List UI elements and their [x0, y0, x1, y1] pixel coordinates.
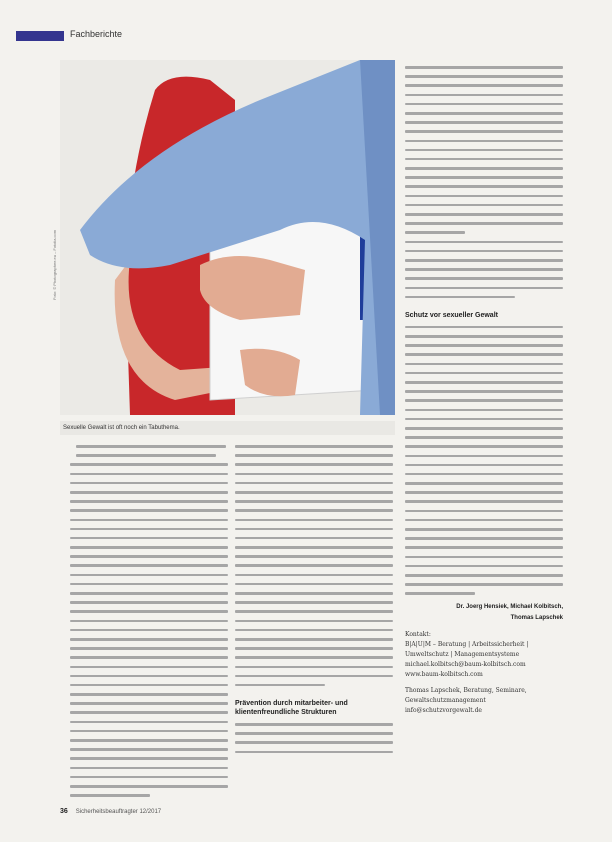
text-line: [235, 601, 393, 604]
text-line: [405, 130, 563, 133]
text-line: [235, 463, 393, 466]
text-line: [405, 464, 563, 467]
contact-website[interactable]: www.baum-kolbitsch.com: [405, 670, 483, 678]
text-line: [405, 296, 515, 299]
text-line: [235, 675, 393, 678]
text-line: [235, 629, 393, 632]
text-line: [235, 491, 393, 494]
text-line: [235, 519, 393, 522]
text-line: [405, 75, 563, 78]
contact-line: Gewaltschutzmanagement: [405, 696, 486, 704]
text-line: [405, 537, 563, 540]
contact-email[interactable]: michael.kolbitsch@baum-kolbitsch.com: [405, 660, 526, 668]
text-line: [405, 344, 563, 347]
text-line: [70, 482, 228, 485]
text-line: [70, 537, 228, 540]
text-line: [405, 445, 563, 448]
text-line: [405, 583, 563, 586]
text-line: [405, 473, 563, 476]
text-line: [70, 721, 228, 724]
text-line: [70, 601, 228, 604]
text-line: [405, 66, 563, 69]
text-line: [405, 363, 563, 366]
contact-email[interactable]: info@schutzvorgewalt.de: [405, 706, 482, 714]
text-line: [405, 94, 563, 97]
text-line: [70, 757, 228, 760]
text-line: [405, 592, 475, 595]
text-line: [405, 546, 563, 549]
text-line: [405, 436, 563, 439]
text-line: [70, 684, 228, 687]
text-line: [235, 751, 393, 754]
text-line: [70, 564, 228, 567]
text-line: [405, 112, 563, 115]
text-line: [70, 500, 228, 503]
text-line: [405, 510, 563, 513]
text-line: [405, 158, 563, 161]
text-line: [70, 546, 228, 549]
column-3-text: [405, 66, 563, 716]
text-line: [70, 519, 228, 522]
text-line: [405, 491, 563, 494]
text-line: [405, 195, 563, 198]
text-line: [235, 454, 393, 457]
text-line: [70, 767, 228, 770]
text-line: [405, 277, 563, 280]
text-line: [70, 693, 228, 696]
text-line: [405, 519, 563, 522]
text-line: [70, 509, 228, 512]
page-footer: [60, 808, 161, 815]
text-line: [235, 574, 393, 577]
text-line: [235, 732, 393, 735]
text-line: [235, 473, 393, 476]
text-line: [405, 381, 563, 384]
text-line: [235, 620, 393, 623]
text-line: [70, 702, 228, 705]
text-line: [405, 372, 563, 375]
text-line: [405, 482, 563, 485]
text-line: [405, 84, 563, 87]
text-line: [235, 723, 393, 726]
text-line: [405, 185, 563, 188]
text-line: [405, 167, 563, 170]
text-line: [405, 353, 563, 356]
text-line: [235, 445, 393, 448]
text-line: [235, 583, 393, 586]
text-line: [70, 730, 228, 733]
text-line: [76, 454, 216, 457]
text-line: [405, 418, 563, 421]
text-line: [405, 399, 563, 402]
text-line: [405, 565, 563, 568]
text-line: [405, 268, 563, 271]
section-label: Fachberichte: [70, 29, 123, 39]
text-line: [405, 574, 563, 577]
text-line: [70, 656, 228, 659]
text-line: [405, 149, 563, 152]
text-line: [235, 500, 393, 503]
text-line: [70, 592, 228, 595]
text-line: [70, 583, 228, 586]
text-line: [70, 711, 228, 714]
text-line: [235, 741, 393, 744]
text-line: [235, 564, 393, 567]
text-line: [235, 666, 393, 669]
text-line: [70, 610, 228, 613]
text-line: [70, 463, 228, 466]
text-line: [235, 684, 325, 687]
text-line: [405, 103, 563, 106]
contact-heading: Kontakt:: [405, 630, 431, 638]
text-line: [70, 675, 228, 678]
text-line: [70, 574, 228, 577]
text-line: [405, 427, 563, 430]
text-line: [70, 473, 228, 476]
text-line: [70, 739, 228, 742]
publication-name: Sicherheitsbeauftragter 12/2017: [75, 809, 162, 815]
text-line: [235, 528, 393, 531]
text-line: [405, 140, 563, 143]
text-line: [235, 638, 393, 641]
text-line: [405, 213, 563, 216]
text-line: [70, 638, 228, 641]
text-line: [70, 555, 228, 558]
text-line: [76, 445, 226, 448]
column-2-text: [235, 445, 393, 760]
text-line: [405, 287, 563, 290]
text-line: [70, 748, 228, 751]
column-1-text: [70, 445, 228, 803]
contact-line: B|A|U|M – Beratung | Arbeitssicherheit |: [405, 640, 529, 648]
photo-credit: Foto: © Photographee.eu – Fotolia.com: [52, 229, 57, 300]
text-line: [70, 794, 150, 797]
text-line: [70, 785, 228, 788]
text-line: [405, 231, 465, 234]
text-line: [235, 610, 393, 613]
section-subhead-protection: Schutz vor sexueller Gewalt: [405, 311, 498, 319]
text-line: [405, 335, 563, 338]
text-line: [405, 176, 563, 179]
section-accent-bar: [16, 31, 64, 41]
text-line: [405, 326, 563, 329]
text-line: [235, 509, 393, 512]
text-line: [235, 647, 393, 650]
text-line: [405, 455, 563, 458]
contact-line: Thomas Lapschek, Beratung, Seminare,: [405, 686, 527, 694]
text-line: [405, 121, 563, 124]
text-line: [235, 546, 393, 549]
contact-line: Umweltschutz | Managementsysteme: [405, 650, 520, 658]
text-line: [235, 592, 393, 595]
text-line: [405, 241, 563, 244]
text-line: [405, 259, 563, 262]
text-line: [70, 629, 228, 632]
text-line: [70, 666, 228, 669]
text-line: [235, 482, 393, 485]
text-line: [405, 556, 563, 559]
text-line: [405, 409, 563, 412]
section-subhead-prevention: Prävention durch mitarbeiter- und klientenfreundliche Strukturen: [235, 700, 348, 717]
text-line: [70, 491, 228, 494]
text-line: [235, 537, 393, 540]
photo-caption: Sexuelle Gewalt ist oft noch ein Tabuthema.: [60, 421, 395, 435]
text-line: [70, 528, 228, 531]
author-line-1: Dr. Joerg Hensiek, Michael Kolbitsch,: [456, 603, 563, 610]
author-line-2: Thomas Lapschek: [510, 614, 563, 621]
text-line: [405, 528, 563, 531]
article-photo: [60, 60, 395, 415]
text-line: [235, 656, 393, 659]
text-line: [405, 222, 563, 225]
text-line: [405, 500, 563, 503]
text-line: [405, 204, 563, 207]
page-number: 36: [60, 808, 68, 815]
text-line: [235, 555, 393, 558]
text-line: [70, 620, 228, 623]
text-line: [70, 647, 228, 650]
text-line: [405, 250, 563, 253]
text-line: [405, 390, 563, 393]
text-line: [70, 776, 228, 779]
